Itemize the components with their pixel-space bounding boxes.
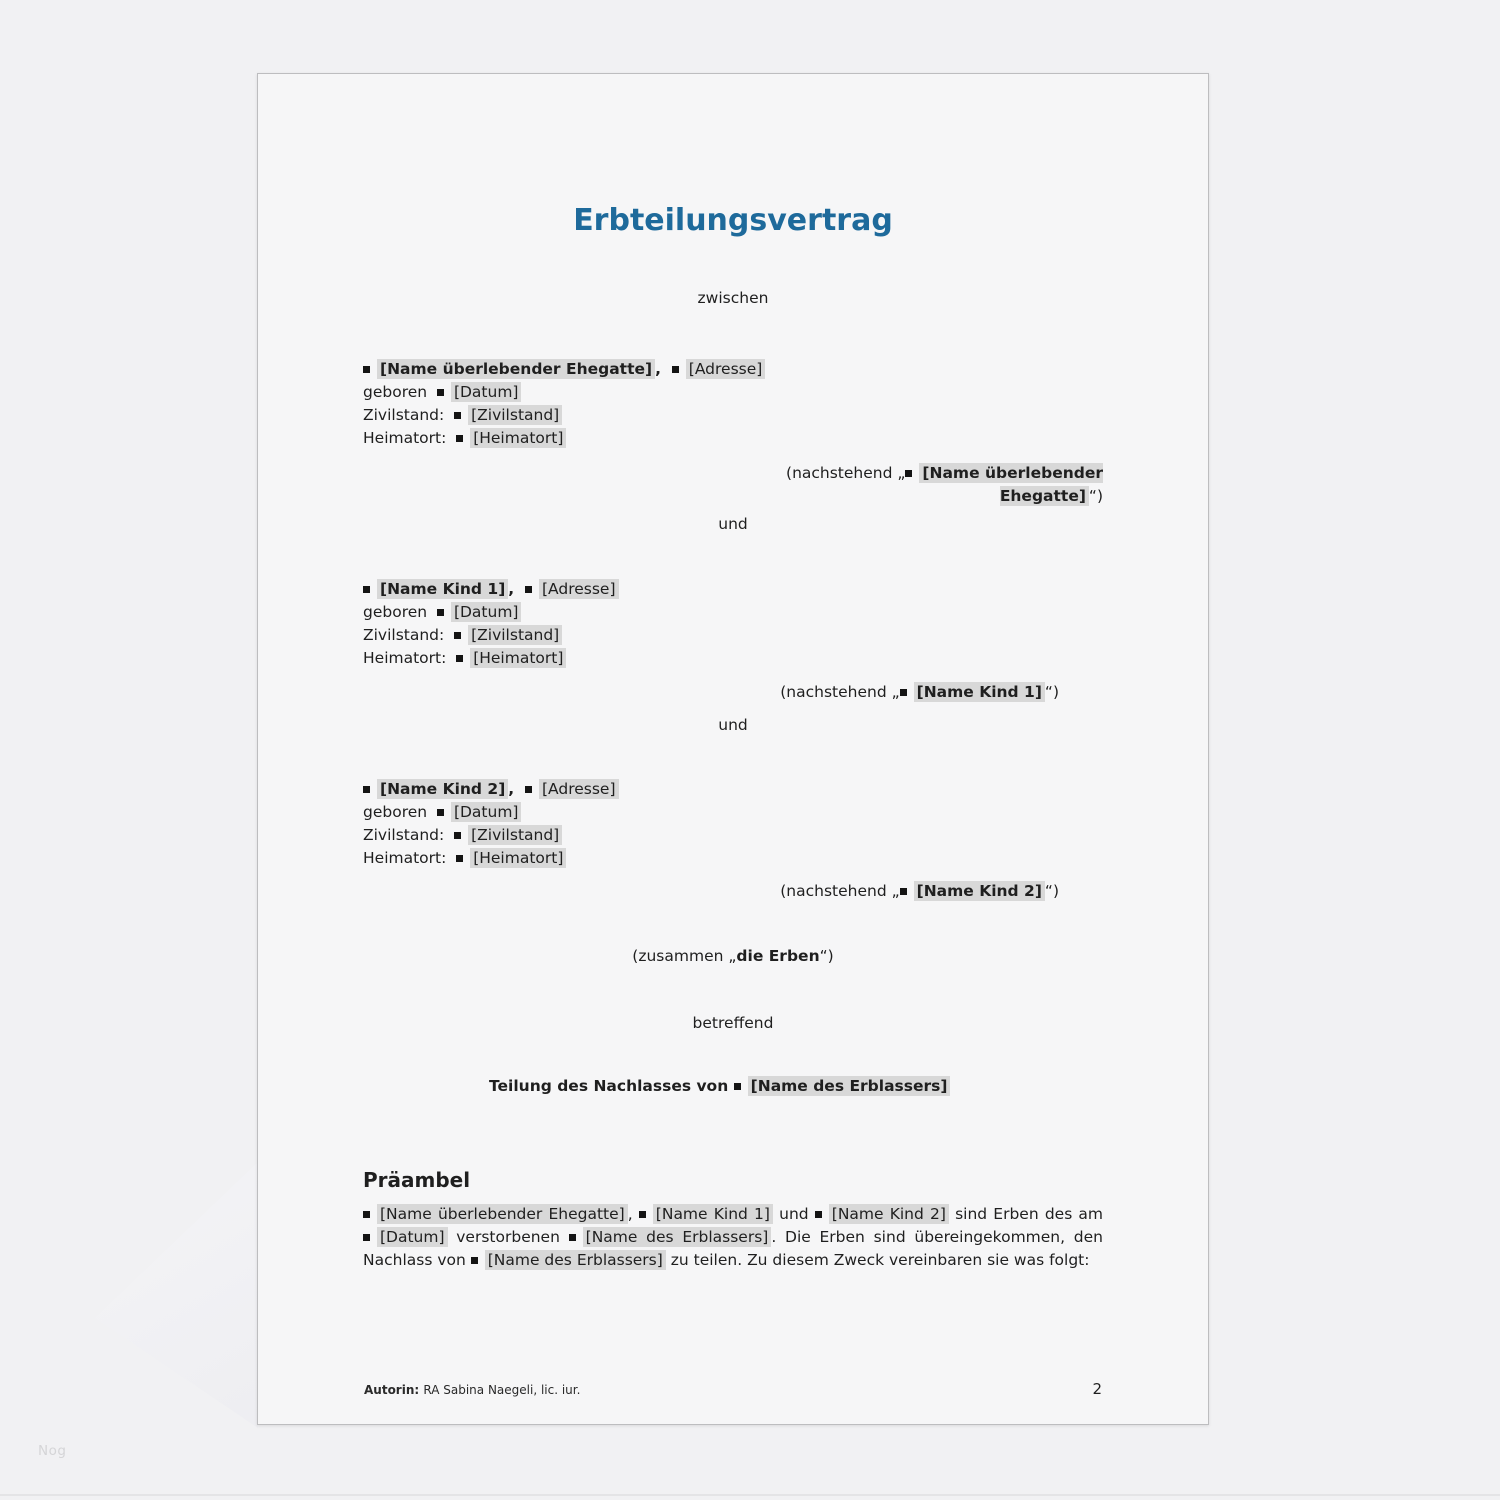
zwischen-label: zwischen [697, 289, 769, 307]
placeholder-field: [Zivilstand] [468, 405, 562, 425]
bullet-square-icon [672, 366, 679, 373]
bold-text: , [655, 360, 672, 378]
bullet-square-icon [569, 1234, 576, 1241]
bullet-square-icon [471, 1257, 478, 1264]
placeholder-field: [Name überlebender Ehegatte] [377, 1204, 628, 1224]
placeholder-field: [Name überlebender Ehegatte] [919, 463, 1103, 506]
bold-text: , [508, 780, 525, 798]
bullet-square-icon [900, 689, 907, 696]
party2-civilstatus-line: Zivilstand: [Zivilstand] [363, 624, 1103, 647]
und-separator-1: und [718, 515, 748, 533]
author-credit: Autorin: RA Sabina Naegeli, lic. iur. [364, 1383, 581, 1397]
party-block-3 [363, 778, 1103, 870]
bullet-square-icon [456, 655, 463, 662]
bullet-square-icon [905, 470, 912, 477]
subject-line [489, 1075, 1103, 1098]
bullet-square-icon [456, 435, 463, 442]
placeholder-field: [Name Kind 1] [653, 1204, 773, 1224]
page-number: 2 [1092, 1380, 1102, 1398]
party1-civilstatus-line: Zivilstand: [Zivilstand] [363, 404, 1103, 427]
placeholder-field: [Datum] [451, 802, 522, 822]
zusammen-line: (zusammen „die Erben“) [632, 947, 834, 965]
party3-hometown-line: Heimatort: [Heimatort] [363, 847, 1103, 870]
bullet-square-icon [363, 366, 370, 373]
bullet-square-icon [437, 609, 444, 616]
placeholder-field: [Heimatort] [470, 648, 566, 668]
bold-text: Autorin: [364, 1383, 424, 1397]
placeholder-field: [Adresse] [539, 579, 619, 599]
bullet-square-icon [734, 1083, 741, 1090]
placeholder-field: [Datum] [377, 1227, 448, 1247]
alias-line-2: (nachstehend „ [Name Kind 1] “) [780, 683, 1059, 701]
placeholder-field: [Name Kind 1] [377, 579, 508, 599]
bullet-square-icon [525, 586, 532, 593]
watermark: Nog [38, 1443, 67, 1459]
bullet-square-icon [525, 786, 532, 793]
bullet-square-icon [363, 1234, 370, 1241]
placeholder-field: [Adresse] [686, 359, 766, 379]
bold-text: , [508, 580, 525, 598]
bullet-square-icon [363, 1211, 370, 1218]
placeholder-field: [Name Kind 2] [377, 779, 508, 799]
und-separator-2: und [718, 716, 748, 734]
placeholder-field: [Name des Erblassers] [748, 1076, 951, 1096]
party-block-2 [363, 578, 1103, 670]
placeholder-field: [Datum] [451, 382, 522, 402]
placeholder-field: [Zivilstand] [468, 825, 562, 845]
preamble-heading: Präambel [363, 1168, 471, 1192]
preamble-paragraph: [Name überlebender Ehegatte] , [Name Kind 1] und [Name Kind 2] sind Erben des am [Datum] verstorbenen [Name des Erblassers] . Die Erben sind übereingekommen, den Nachlass von [Name des Erblassers] zu teilen. Zu diesem Zweck vereinbaren sie was folgt: [363, 1205, 1104, 1269]
party1-name-line [363, 358, 1103, 381]
bullet-square-icon [456, 855, 463, 862]
bullet-square-icon [454, 632, 461, 639]
party2-name-line [363, 578, 1103, 601]
party3-name-line [363, 778, 1103, 801]
bullet-square-icon [815, 1211, 822, 1218]
party1-hometown-line: Heimatort: [Heimatort] [363, 427, 1103, 450]
bullet-square-icon [437, 389, 444, 396]
bold-text: die Erben [736, 947, 820, 965]
placeholder-field: [Name des Erblassers] [485, 1250, 666, 1270]
betreffend-label: betreffend [692, 1014, 774, 1032]
bullet-square-icon [900, 888, 907, 895]
party2-birth-line: geboren [Datum] [363, 601, 1103, 624]
placeholder-field: [Adresse] [539, 779, 619, 799]
party-block-1 [363, 358, 1103, 450]
placeholder-field: [Heimatort] [470, 848, 566, 868]
party1-birth-line: geboren [Datum] [363, 381, 1103, 404]
page-footer [364, 1381, 1102, 1398]
party2-hometown-line: Heimatort: [Heimatort] [363, 647, 1103, 670]
doc-title: Erbteilungsvertrag [573, 203, 893, 238]
placeholder-field: [Name Kind 2] [914, 881, 1045, 901]
bold-text: Teilung des Nachlasses von [489, 1077, 734, 1095]
bullet-square-icon [363, 586, 370, 593]
bullet-square-icon [363, 786, 370, 793]
party3-birth-line: geboren [Datum] [363, 801, 1103, 824]
placeholder-field: [Heimatort] [470, 428, 566, 448]
alias-line-1: (nachstehend „ [Name überlebender Ehegatte] “) [786, 464, 1103, 505]
placeholder-field: [Name Kind 1] [914, 682, 1045, 702]
document-page [257, 73, 1209, 1425]
placeholder-field: [Datum] [451, 602, 522, 622]
placeholder-field: [Name des Erblassers] [583, 1227, 772, 1247]
bullet-square-icon [454, 412, 461, 419]
bullet-square-icon [437, 809, 444, 816]
party3-civilstatus-line: Zivilstand: [Zivilstand] [363, 824, 1103, 847]
bullet-square-icon [454, 832, 461, 839]
bullet-square-icon [639, 1211, 646, 1218]
placeholder-field: [Name Kind 2] [829, 1204, 949, 1224]
placeholder-field: [Zivilstand] [468, 625, 562, 645]
bottom-divider [0, 1494, 1500, 1496]
alias-line-3: (nachstehend „ [Name Kind 2] “) [780, 882, 1059, 900]
placeholder-field: [Name überlebender Ehegatte] [377, 359, 655, 379]
